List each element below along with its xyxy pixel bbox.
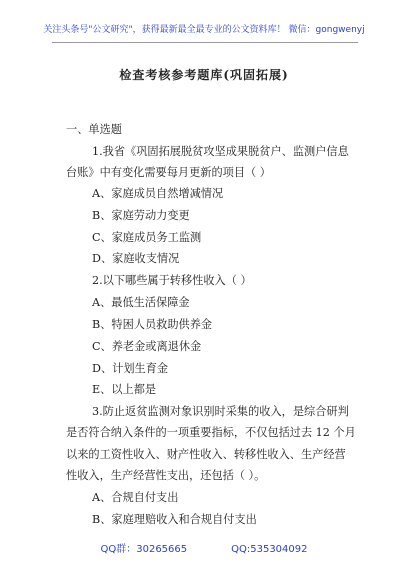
- document-title: 检查考核参考题库(巩固拓展): [119, 68, 289, 82]
- section-heading: 一、单选题: [66, 123, 122, 136]
- footer-qq-group: QQ群：30265665: [100, 544, 188, 555]
- question-1-option-d: D、家庭收支情况: [92, 252, 180, 265]
- question-1-option-c: C、家庭成员务工监测: [92, 231, 202, 244]
- question-2-option-a: A、最低生活保障金: [92, 296, 190, 309]
- question-1-stem-line-1: 1.我省《巩固拓展脱贫攻坚成果脱贫户、监测户信息: [92, 145, 349, 158]
- question-1-option-a: A、家庭成员自然增减情况: [92, 187, 224, 200]
- header-divider: [52, 42, 358, 43]
- question-3-stem-line-4: 性收入，生产经营性支出，还包括（ ）。: [66, 469, 266, 482]
- question-2-option-d: D、计划生育金: [92, 362, 169, 375]
- question-2-option-c: C、养老金或离退休金: [92, 340, 202, 353]
- question-1-stem-line-2: 台账》中有变化需要每月更新的项目（ ）: [66, 166, 271, 179]
- header-note: 关注头条号"公文研究"，获得最新最全最专业的公文资料库！ 微信：gongwenyj: [43, 25, 365, 35]
- question-3-stem-line-2: 是否符合纳入条件的一项重要指标，不仅包括过去 12 个月: [66, 426, 356, 439]
- footer-contact: [0, 540, 408, 555]
- footer-qq-number: QQ:535304092: [231, 544, 308, 555]
- question-1-option-b: B、家庭劳动力变更: [92, 209, 190, 222]
- question-3-option-a: A、合规自付支出: [92, 491, 179, 504]
- question-3-stem-line-3: 以来的工资性收入、财产性收入、转移性收入、生产经营: [66, 448, 346, 461]
- question-2-stem: 2.以下哪些属于转移性收入（ ）: [92, 274, 252, 287]
- question-3-stem-line-1: 3.防止返贫监测对象识别时采集的收入，是综合研判: [92, 405, 349, 418]
- question-2-option-e: E、以上都是: [92, 383, 157, 396]
- question-3-option-b: B、家庭理赔收入和合规自付支出: [92, 513, 257, 526]
- question-2-option-b: B、特困人员救助供养金: [92, 318, 213, 331]
